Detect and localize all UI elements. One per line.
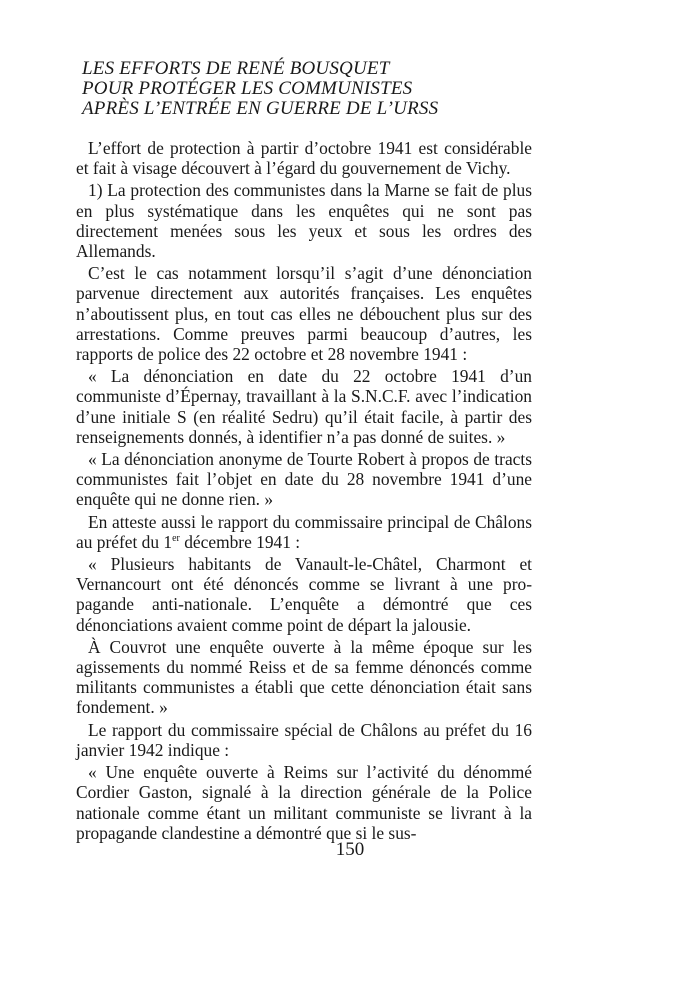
quote-3: « Plusieurs habitants de Vanault-le-Châtel, Charmont et Vernancourt ont été dénoncés comme se livrant à une propagande anti-nationale. L’enquête a démontré que ces dénonciations avaient comme point de départ la jalousie. [76, 554, 532, 635]
heading-line-3: APRÈS L’ENTRÉE EN GUERRE DE L’URSS [82, 98, 439, 119]
ordinal-superscript: er [172, 533, 180, 545]
paragraph-5: Le rapport du commissaire spécial de Châlons au préfet du 16 janvier 1942 indique : [76, 719, 532, 760]
heading-line-1: LES EFFORTS DE RENÉ BOUSQUET [82, 58, 390, 79]
quote-2: « La dénonciation anonyme de Tourte Robert à propos de tracts communistes fait l’objet en date du 28 novembre 1941 d’une enquête qui ne donne rien. » [76, 449, 532, 510]
body-text [76, 138, 532, 843]
chapter-heading [82, 59, 552, 119]
paragraph-1: L’effort de protection à partir d’octobre 1941 est considérable et fait à visage découvert à l’égard du gouvernement de Vichy. [76, 138, 532, 179]
paragraph-3: C’est le cas notamment lorsqu’il s’agit d’une dénonciation parvenue directement aux autorités françaises. Les enquêtes n’aboutissent plus, en tout cas elles ne débouchent plus sur des arrestations. Comme preuves parmi beaucoup d’autres, les rapports de police des 22 octobre et 28 novembre 1941 : [76, 263, 532, 365]
paragraph-4 [76, 512, 532, 552]
page-number: 150 [335, 839, 365, 860]
paragraph-4-text: En atteste aussi le rapport du commissaire principal de Châlons au préfet du 1 [76, 511, 532, 552]
quote-4: À Couvrot une enquête ouverte à la même époque sur les agissements du nommé Reiss et de sa femme dénoncés comme militants communistes a établi que cette dénonciation était sans fondement. » [76, 636, 532, 718]
heading-line-2: POUR PROTÉGER LES COMMUNISTES [82, 78, 413, 99]
quote-5: « Une enquête ouverte à Reims sur l’activité du dénommé Cordier Gaston, signalé à la direction générale de la Police nationale comme étant un militant communiste se livrant à la propagande clandestine a démontré que si le sus- [76, 762, 532, 843]
quote-1: « La dénonciation en date du 22 octobre 1941 d’un communiste d’Épernay, travaillant à la S.N.C.F. avec l’indication d’une initiale S (en réalité Sedru) qu’il était facile, à partir des renseignements donnés, à identifier n’a pas donné de suites. » [76, 366, 532, 447]
paragraph-4-tail: décembre 1941 : [179, 531, 301, 552]
paragraph-2: 1) La protection des communistes dans la Marne se fait de plus en plus systématique dans les enquêtes qui ne sont pas directement menées sous les yeux et sous les ordres des Allemands. [76, 180, 532, 262]
